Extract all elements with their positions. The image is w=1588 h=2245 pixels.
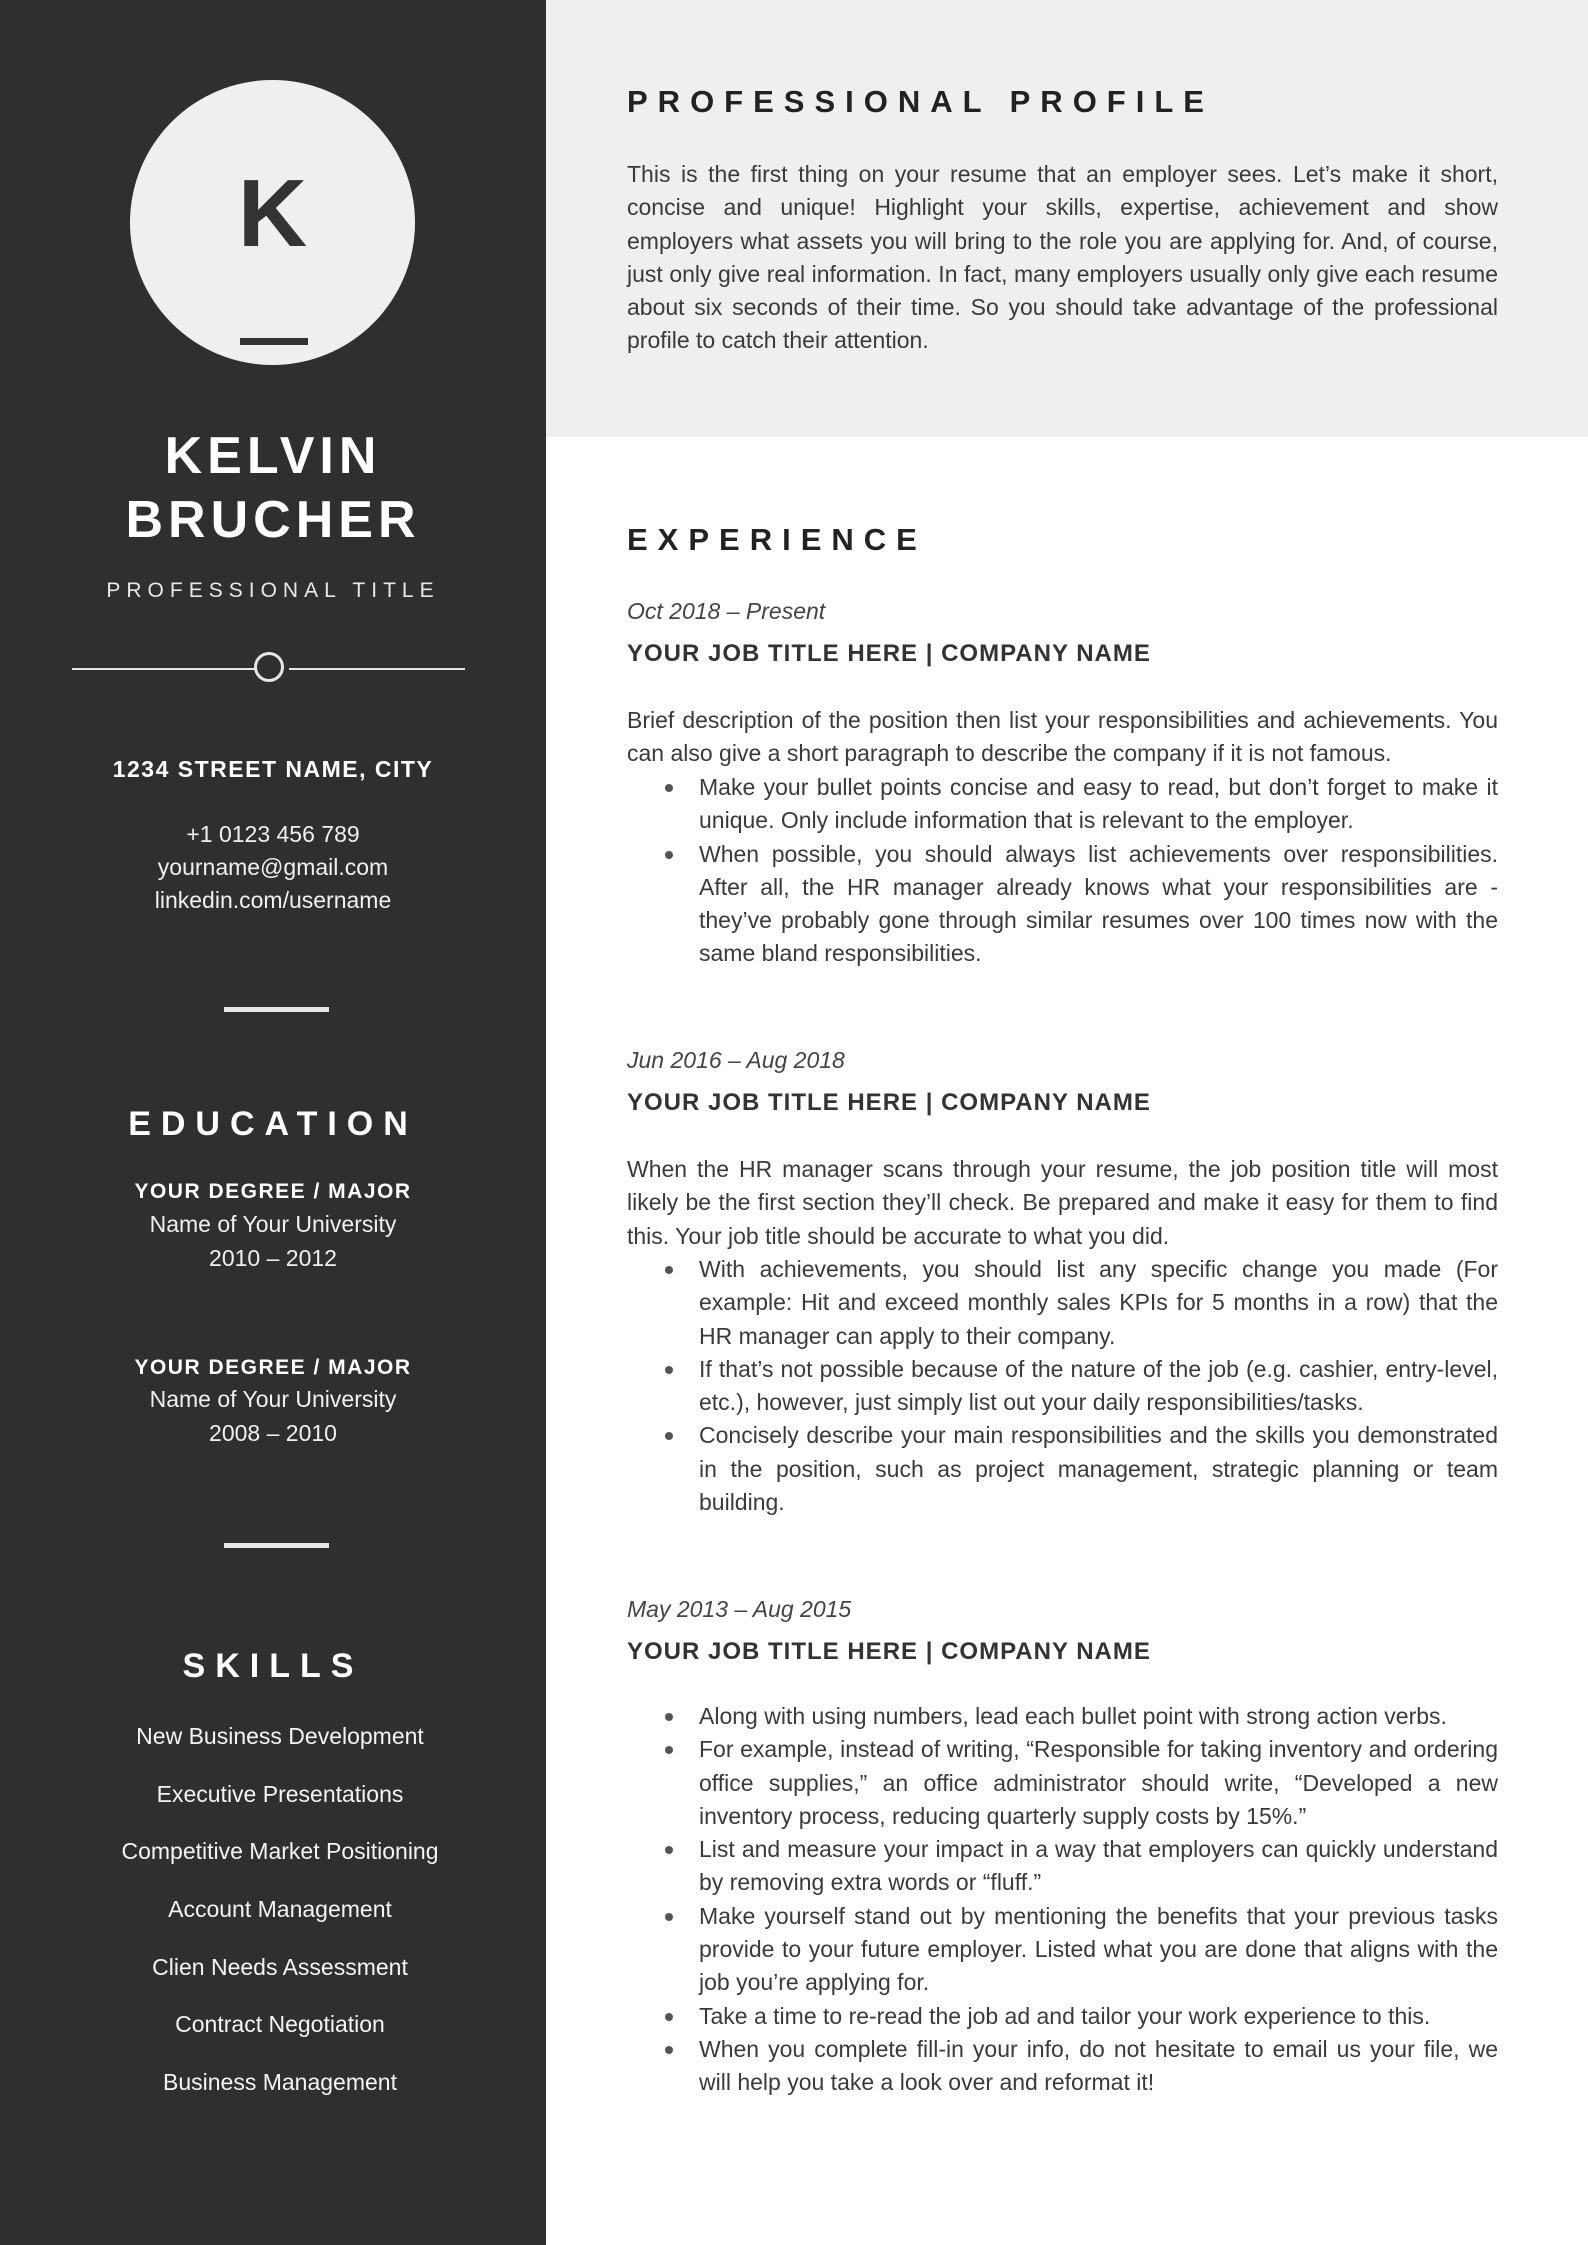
job-bullet: For example, instead of writing, “Responsible for taking inventory and ordering office supplies,” an office administrator should write, “Developed a new inventory process, reducing quarterly supply costs by 15%.” [627, 1733, 1498, 1833]
skill-item: Clien Needs Assessment [152, 1954, 408, 1980]
divider-line-right [289, 668, 465, 670]
skill-item: Contract Negotiation [175, 2011, 385, 2037]
monogram-letter: K [237, 160, 308, 267]
skill-item: Business Management [163, 2069, 397, 2095]
job-bullet: Take a time to re-read the job ad and tailor your work experience to this. [627, 2000, 1498, 2033]
job-bullet: Along with using numbers, lead each bullet point with strong action verbs. [627, 1700, 1498, 1733]
skill-item: Executive Presentations [156, 1781, 404, 1807]
job-bullets [627, 1700, 1498, 2100]
section-rule [224, 1007, 329, 1012]
job-description: Brief description of the position then list your responsibilities and achievements. You can also give a short paragraph to describe the company if it is not famous. [627, 707, 1498, 767]
job-title: YOUR JOB TITLE HERE | COMPANY NAME [627, 1638, 1151, 1665]
professional-title: PROFESSIONAL TITLE [106, 579, 440, 602]
section-rule [224, 1543, 329, 1548]
skill-item: New Business Development [136, 1723, 424, 1749]
experience-heading: EXPERIENCE [627, 522, 927, 557]
job-description: When the HR manager scans through your resume, the job position title will most likely be the first section they’ll check. Be prepared and make it easy for them to find this. Your job title should be accurate to what you did. [627, 1156, 1498, 1249]
profile-heading: PROFESSIONAL PROFILE [627, 84, 1214, 119]
phone: +1 0123 456 789 [186, 821, 360, 847]
first-name: KELVIN [164, 427, 382, 485]
job-title: YOUR JOB TITLE HERE | COMPANY NAME [627, 1089, 1151, 1116]
last-name: BRUCHER [125, 491, 421, 549]
monogram-circle [130, 80, 415, 365]
education-degree: YOUR DEGREE / MAJOR [134, 1356, 412, 1379]
skill-item: Competitive Market Positioning [121, 1838, 439, 1864]
job-bullet: If that’s not possible because of the nature of the job (e.g. cashier, entry-level, etc.), however, just simply list out your daily responsibilities/tasks. [627, 1353, 1498, 1420]
sidebar [0, 0, 546, 2245]
education-years: 2010 – 2012 [209, 1245, 337, 1271]
job-bullet: Concisely describe your main responsibilities and the skills you demonstrated in the position, such as project management, strategic planning or team building. [627, 1419, 1498, 1519]
job-dates: Jun 2016 – Aug 2018 [627, 1047, 845, 1073]
job-bullet: Make your bullet points concise and easy to read, but don’t forget to make it unique. Only include information that is relevant to the employer. [627, 771, 1498, 838]
job-title: YOUR JOB TITLE HERE | COMPANY NAME [627, 640, 1151, 667]
monogram-underline [240, 338, 308, 345]
skills-heading: SKILLS [182, 1647, 364, 1685]
job-dates: May 2013 – Aug 2015 [627, 1596, 852, 1622]
divider-line-left [72, 668, 256, 670]
profile-text: This is the first thing on your resume that an employer sees. Let’s make it short, concise and unique! Highlight your skills, expertise, achievement and show employers what assets you will bring to the role you are applying for. And, of course, just only give real information. In fact, many employers usually only give each resume about six seconds of their time. So you should take advantage of the professional profile to catch their attention. [627, 161, 1498, 354]
email: yourname@gmail.com [157, 854, 389, 880]
job-bullets [627, 771, 1498, 971]
job-bullet: List and measure your impact in a way that employers can quickly understand by removing extra words or “fluff.” [627, 1833, 1498, 1900]
skill-item: Account Management [168, 1896, 392, 1922]
job-bullet: When possible, you should always list achievements over responsibilities. After all, the HR manager already knows what your responsibilities are - they’ve probably gone through similar resumes over 100 times now with the same bland responsibilities. [627, 838, 1498, 971]
job-bullet: Make yourself stand out by mentioning the benefits that your previous tasks provide to your future employer. Listed what you are done that aligns with the job you’re applying for. [627, 1900, 1498, 2000]
education-university: Name of Your University [149, 1211, 397, 1237]
education-degree: YOUR DEGREE / MAJOR [134, 1180, 412, 1203]
job-bullet: With achievements, you should list any specific change you made (For example: Hit and exceed monthly sales KPIs for 5 months in a row) that the HR manager can apply to their company. [627, 1253, 1498, 1353]
job-bullet: When you complete fill-in your info, do not hesitate to email us your file, we will help you take a look over and reformat it! [627, 2033, 1498, 2100]
education-years: 2008 – 2010 [209, 1420, 337, 1446]
linkedin: linkedin.com/username [154, 887, 392, 913]
job-bullets [627, 1253, 1498, 1519]
education-heading: EDUCATION [128, 1105, 418, 1143]
divider-circle [254, 652, 284, 682]
education-university: Name of Your University [149, 1386, 397, 1412]
job-dates: Oct 2018 – Present [627, 598, 826, 624]
address: 1234 STREET NAME, CITY [112, 756, 434, 782]
